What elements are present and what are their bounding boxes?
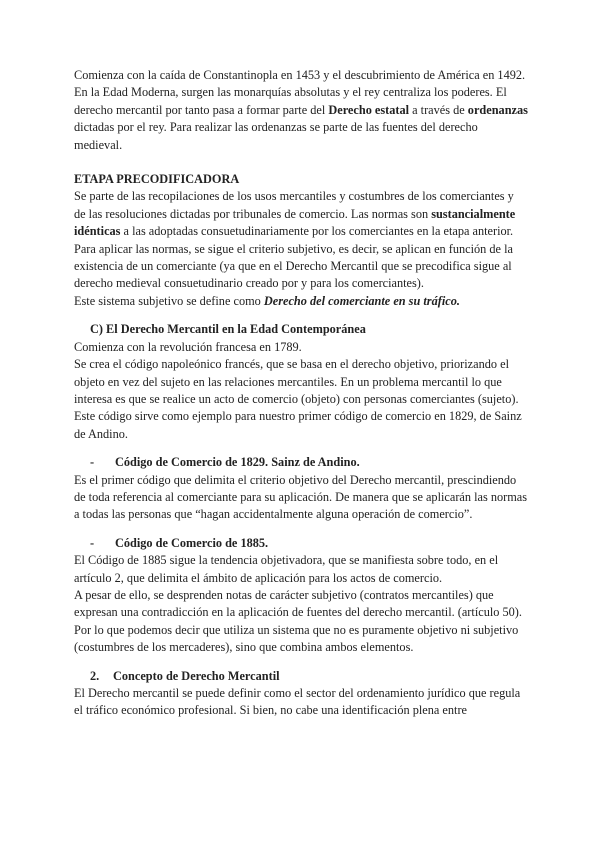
section-heading: ETAPA PRECODIFICADORA	[74, 172, 240, 187]
section-number: 2.	[90, 668, 100, 683]
paragraph: El Código de 1885 sigue la tendencia objetivadora, que se manifiesta sobre todo, en el artículo 2, que delimita el ámbito de aplicación para los actos de comercio.	[74, 553, 499, 585]
document-page	[74, 67, 528, 720]
subsection-heading: - Código de Comercio de 1885.	[74, 535, 528, 552]
dash-bullet: -	[90, 535, 95, 550]
paragraph: El Derecho mercantil se puede definir como el sector del ordenamiento jurídico que regula el tráfico económico profesional. Si bien, no cabe una identificación plena entre	[74, 686, 521, 718]
paragraph: Por lo que podemos decir que utiliza un sistema que no es puramente objetivo ni subjetivo (costumbres de los mercaderes), sino que combina ambos elementos.	[74, 622, 519, 655]
bold-term: sustancialmente idénticas	[74, 206, 516, 239]
subsection-heading: - Código de Comercio de 1829. Sainz de Andino.	[74, 454, 528, 471]
dash-bullet: -	[90, 455, 95, 470]
paragraph: A pesar de ello, se desprenden notas de carácter subjetivo (contratos mercantiles) que expresan una contradicción en la aplicación de fuentes del derecho mercantil. (artículo 50).	[74, 587, 522, 620]
paragraph: Es el primer código que delimita el criterio objetivo del Derecho mercantil, prescindiendo de toda referencia al comerciante para su aplicación. De manera que se aplicarán las normas a todas las personas que “hagan accidentalmente alguna operación de comercio”.	[74, 472, 528, 522]
paragraph: Comienza con la caída de Constantinopla en 1453 y el descubrimiento de América en 1492.	[74, 68, 526, 82]
paragraph: Para aplicar las normas, se sigue el criterio subjetivo, es decir, se aplican en función de la existencia de un comerciante (ya que en el Derecho Mercantil que se precodifica sigue al derecho medieval consuetudinario creado por y para los comerciantes).	[74, 241, 513, 291]
bold-italic-term: Derecho del comerciante en su tráfico.	[263, 293, 460, 308]
section-heading: C) El Derecho Mercantil en la Edad Contemporánea	[90, 322, 366, 337]
paragraph: En la Edad Moderna, surgen las monarquías absolutas y el rey centraliza los poderes. El derecho mercantil por tanto pasa a formar parte del Derecho estatal a través de ordenanzas dictadas por el rey. Para realizar las ordenanzas se parte de las fuentes del derecho medieval.	[74, 85, 528, 152]
bold-term: ordenanzas	[467, 102, 528, 117]
bold-term: Derecho estatal	[328, 102, 410, 117]
paragraph: Se crea el código napoleónico francés, que se basa en el derecho objetivo, priorizando el objeto en vez del sujeto en las relaciones mercantiles. En un problema mercantil lo que interesa es que se realice un acto de comercio (objeto) con personas comerciantes (sujeto). Este código sirve como ejemplo para nuestro primer código de comercio en 1829, de Sainz de Andino.	[74, 357, 522, 441]
paragraph: Este sistema subjetivo se define como Derecho del comerciante en su tráfico.	[74, 293, 460, 308]
paragraph: Se parte de las recopilaciones de los usos mercantiles y costumbres de los comerciantes y de las resoluciones dictadas por tribunales de comercio. Las normas son sustancialmente idénticas a las adoptadas consuetudinariamente por los comerciantes en la etapa anterior.	[74, 189, 516, 239]
paragraph: Comienza con la revolución francesa en 1789.	[74, 339, 302, 354]
section-heading: 2. Concepto de Derecho Mercantil	[74, 668, 528, 685]
